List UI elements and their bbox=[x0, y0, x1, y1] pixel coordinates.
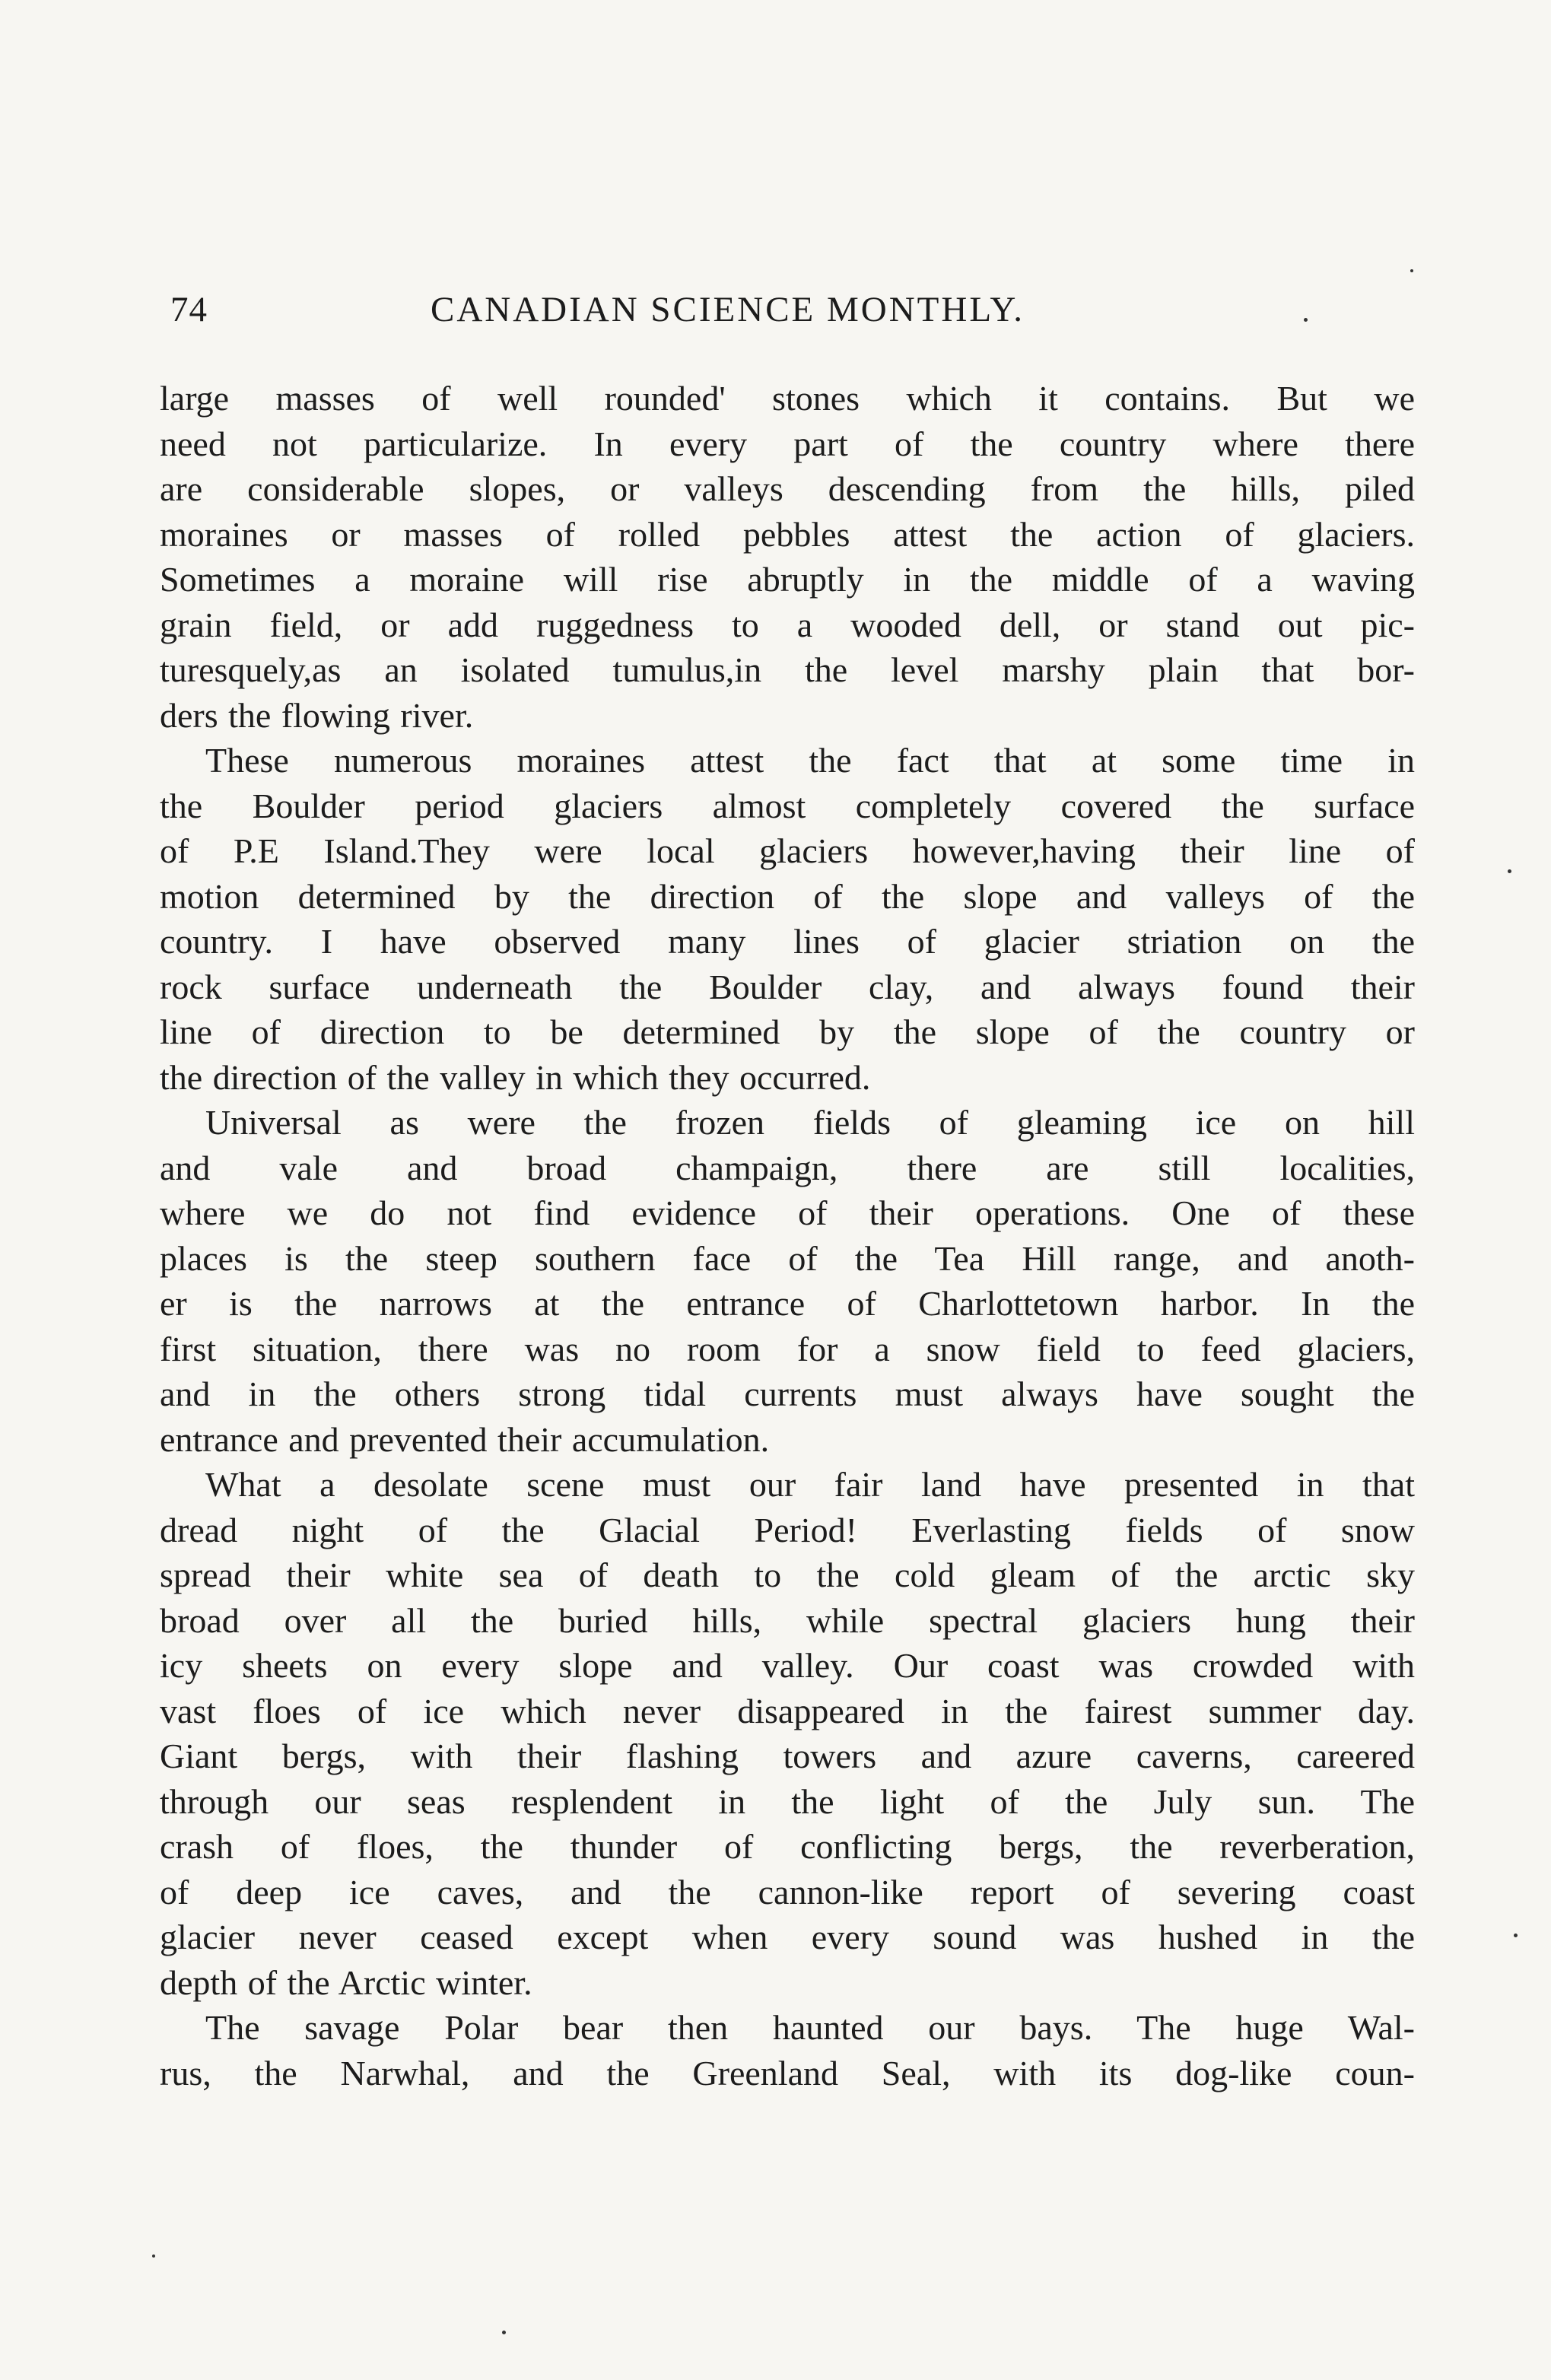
text-line: line of direction to be determined by the slope of the country or bbox=[160, 1012, 1415, 1051]
paragraph bbox=[160, 1100, 1415, 1462]
text-line: the Boulder period glaciers almost completely covered the surface bbox=[160, 786, 1415, 825]
text-line: places is the steep southern face of the Tea Hill range, and anoth- bbox=[160, 1238, 1415, 1278]
text-line: the direction of the valley in which they occurred. bbox=[160, 1057, 871, 1097]
text-line: glacier never ceased except when every sound was hushed in the bbox=[160, 1918, 1415, 1956]
text-line: country. I have observed many lines of glacier striation on the bbox=[160, 922, 1415, 961]
text-line: first situation, there was no room for a snow field to feed glaciers, bbox=[160, 1329, 1415, 1368]
text-line: broad over all the buried hills, while spectral glaciers hung their bbox=[160, 1600, 1415, 1640]
text-line: Universal as were the frozen fields of gleaming ice on hill bbox=[205, 1103, 1415, 1142]
scan-speck bbox=[1508, 869, 1511, 873]
text-line: grain field, or add ruggedness to a wooded dell, or stand out pic- bbox=[160, 605, 1415, 644]
text-line: entrance and prevented their accumulation. bbox=[160, 1419, 770, 1459]
text-line: dread night of the Glacial Period! Everlasting fields of snow bbox=[160, 1510, 1415, 1549]
text-line: are considerable slopes, or valleys descending from the hills, piled bbox=[160, 469, 1415, 508]
text-line: er is the narrows at the entrance of Charlottetown harbor. In the bbox=[160, 1284, 1415, 1323]
text-line: rock surface underneath the Boulder clay, and always found their bbox=[160, 967, 1415, 1006]
text-line: These numerous moraines attest the fact that at some time in bbox=[205, 741, 1415, 780]
paragraph bbox=[160, 1462, 1415, 2005]
paragraph bbox=[160, 738, 1415, 1100]
scan-speck bbox=[1410, 269, 1413, 272]
text-line: What a desolate scene must our fair land have presented in that bbox=[205, 1465, 1415, 1504]
journal-title: CANADIAN SCIENCE MONTHLY. bbox=[431, 290, 1025, 329]
text-line: and in the others strong tidal currents must always have sought the bbox=[160, 1374, 1415, 1413]
text-line: moraines or masses of rolled pebbles attest the action of glaciers. bbox=[160, 514, 1415, 554]
text-line: turesquely,as an isolated tumulus,in the level marshy plain that bor- bbox=[160, 650, 1415, 689]
text-line: ders the flowing river. bbox=[160, 695, 474, 735]
page bbox=[160, 289, 1415, 2096]
scan-speck bbox=[502, 2331, 506, 2334]
text-line: depth of the Arctic winter. bbox=[160, 1962, 532, 2002]
text-line: of P.E Island.They were local glaciers however,having their line of bbox=[160, 831, 1415, 870]
scan-speck bbox=[152, 2254, 155, 2258]
text-line: where we do not find evidence of their operations. One of these bbox=[160, 1193, 1415, 1232]
text-line: large masses of well rounded' stones which it contains. But we bbox=[160, 379, 1415, 418]
scan-speck bbox=[1304, 318, 1308, 322]
text-line: need not particularize. In every part of the country where there bbox=[160, 424, 1415, 463]
text-line: Giant bergs, with their flashing towers and azure caverns, careered bbox=[160, 1737, 1415, 1775]
text-line: through our seas resplendent in the light of the July sun. The bbox=[160, 1781, 1415, 1821]
text-line: vast floes of ice which never disappeared in the fairest summer day. bbox=[160, 1691, 1415, 1730]
scan-speck bbox=[1514, 1934, 1518, 1937]
paragraph bbox=[160, 2005, 1415, 2096]
text-line: crash of floes, the thunder of conflicting bergs, the reverberation, bbox=[160, 1827, 1415, 1866]
body-text bbox=[160, 376, 1415, 2096]
text-line: spread their white sea of death to the cold gleam of the arctic sky bbox=[160, 1555, 1415, 1594]
text-line: rus, the Narwhal, and the Greenland Seal, with its dog-like coun- bbox=[160, 2053, 1415, 2092]
text-line: Sometimes a moraine will rise abruptly in the middle of a waving bbox=[160, 560, 1415, 599]
text-line: and vale and broad champaign, there are still localities, bbox=[160, 1148, 1415, 1187]
page-number: 74 bbox=[170, 290, 208, 329]
text-line: motion determined by the direction of the slope and valleys of the bbox=[160, 876, 1415, 916]
text-line: icy sheets on every slope and valley. Our coast was crowded with bbox=[160, 1646, 1415, 1685]
text-line: The savage Polar bear then haunted our bays. The huge Wal- bbox=[205, 2008, 1415, 2047]
running-head bbox=[160, 289, 1415, 342]
paragraph bbox=[160, 376, 1415, 738]
text-line: of deep ice caves, and the cannon-like report of severing coast bbox=[160, 1872, 1415, 1911]
